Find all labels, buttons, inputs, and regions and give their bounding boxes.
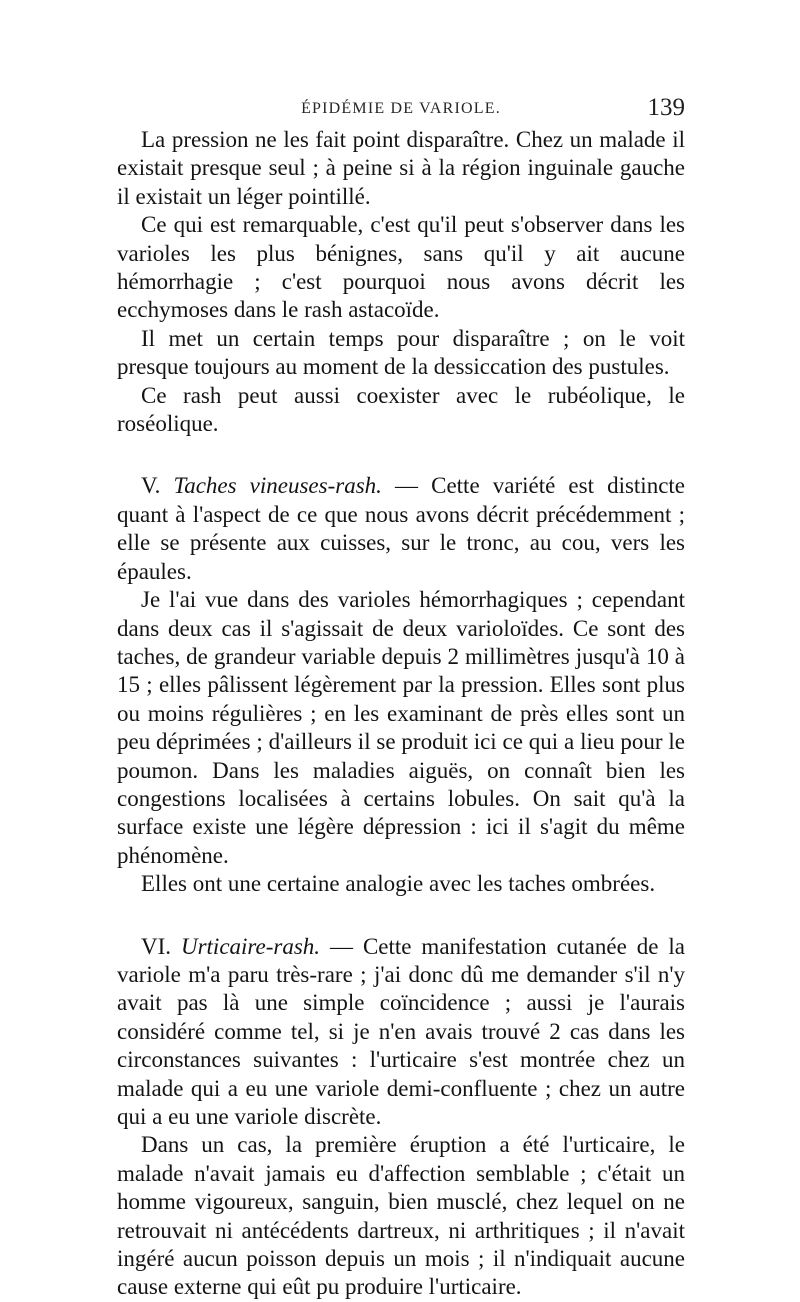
paragraph: Je l'ai vue dans des varioles hémorrhagiques ; cependant dans deux cas il s'agissait de deux varioloïdes. Ce sont des taches, de grandeur variable depuis 2 millimètres jusqu'à 10 à 15 ; elles pâlissent légèrement par la pression. Elles sont plus ou moins régulières ; en les examinant de près elles sont un peu déprimées ; d'ailleurs il se produit ici ce qui a lieu pour le poumon. Dans les maladies aiguës, on connaît bien les congestions localisées à certains lobules. On sait qu'à la surface existe une légère dépression : ici il s'agit du même phénomène.: [117, 587, 685, 868]
paragraph: Ce rash peut aussi coexister avec le rubéolique, le roséolique.: [117, 382, 685, 437]
paragraph: La pression ne les fait point disparaître. Chez un malade il existait presque seul ; à peine si à la région inguinale gauche il existait un léger pointillé.: [117, 127, 685, 209]
page-number: 139: [647, 94, 685, 121]
section-title: Taches vineuses-rash.: [173, 473, 382, 499]
section-title: Urticaire-rash.: [180, 933, 321, 959]
paragraph: Elles ont une certaine analogie avec les taches ombrées.: [141, 871, 656, 897]
body-text: [117, 126, 685, 1302]
paragraph: Dans un cas, la première éruption a été l'urticaire, le malade n'avait jamais eu d'affection semblable ; c'était un homme vigoureux, sanguin, bien musclé, chez lequel on ne retrouvait ni antécédents dartreux, ni arthritiques ; il n'avait ingéré aucun poisson depuis un mois ; il n'indiquait aucune cause externe qui eût pu produire l'urticaire.: [117, 1132, 685, 1300]
running-head: ÉPIDÉMIE DE VARIOLE.: [301, 100, 501, 117]
page-header: [117, 94, 685, 128]
section-number: V.: [141, 473, 161, 499]
section-number: VI.: [141, 933, 172, 959]
section-v: V. Taches vineuses-rash. — Cette variété est distincte quant à l'aspect de ce que nous avons décrit précédemment ; elle se présente aux cuisses, sur le tronc, au cou, vers les épaules.: [117, 473, 686, 584]
section-vi: VI. Urticaire-rash. — Cette manifestation cutanée de la variole m'a paru très-rare ; j'ai donc dû me demander s'il n'y avait pas là une simple coïncidence ; aussi je l'aurais considéré comme tel, si je n'en avais trouvé 2 cas dans les circonstances suivantes : l'urticaire s'est montrée chez un malade qui a eu une variole demi-confluente ; chez un autre qui a eu une variole discrète.: [117, 933, 685, 1129]
paragraph: Il met un certain temps pour disparaître ; on le voit presque toujours au moment de la dessiccation des pustules.: [117, 325, 685, 380]
paragraph: Ce qui est remarquable, c'est qu'il peut s'observer dans les varioles les plus bénignes, sans qu'il y ait aucune hémorrhagie ; c'est pourquoi nous avons décrit les ecchymoses dans le rash astacoïde.: [117, 212, 685, 323]
